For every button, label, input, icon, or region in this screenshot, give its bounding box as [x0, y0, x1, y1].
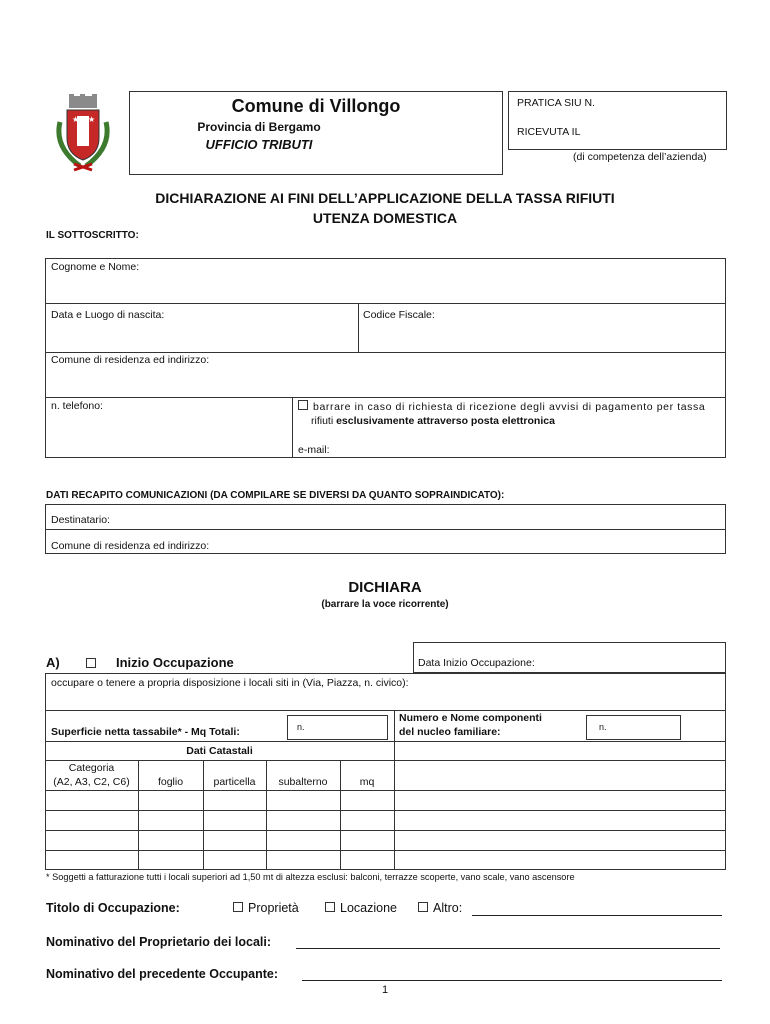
- data-luogo-nascita-field[interactable]: Data e Luogo di nascita:: [51, 309, 165, 321]
- email-option-text: barrare in caso di richiesta di ricezione degli avvisi di pagamento per tassa: [313, 401, 706, 413]
- dichiara-title: DICHIARA: [348, 579, 422, 596]
- page-number: 1: [381, 984, 389, 996]
- cognome-nome-field[interactable]: Cognome e Nome:: [51, 261, 140, 273]
- inizio-occupazione-label: Inizio Occupazione: [116, 655, 234, 670]
- section-a-letter: A): [46, 655, 60, 670]
- componenti-label-2: del nucleo familiare:: [399, 726, 501, 738]
- altro-checkbox[interactable]: [418, 902, 428, 912]
- col-particella: particella: [213, 776, 256, 788]
- precedente-occupante-label: Nominativo del precedente Occupante:: [46, 967, 278, 981]
- codice-fiscale-field[interactable]: Codice Fiscale:: [363, 309, 435, 321]
- svg-text:★: ★: [88, 115, 96, 124]
- superficie-label: Superficie netta tassabile* - Mq Totali:: [51, 726, 240, 738]
- recapito-heading: DATI RECAPITO COMUNICAZIONI (DA COMPILARE SE DIVERSI DA QUANTO SOPRAINDICATO):: [46, 490, 505, 501]
- telefono-field[interactable]: n. telefono:: [51, 400, 103, 412]
- svg-text:★: ★: [72, 115, 80, 124]
- col-foglio: foglio: [157, 776, 184, 788]
- locazione-checkbox[interactable]: [325, 902, 335, 912]
- competenza-note: (di competenza dell’azienda): [573, 151, 707, 163]
- recapito-residenza-field[interactable]: Comune di residenza ed indirizzo:: [51, 540, 210, 552]
- email-option-line2: [311, 415, 555, 427]
- proprietario-label: Nominativo del Proprietario dei locali:: [46, 935, 272, 949]
- municipality-name: Comune di Villongo: [231, 96, 401, 116]
- email-field[interactable]: e-mail:: [298, 444, 330, 456]
- componenti-label-1: Numero e Nome componenti: [399, 712, 542, 724]
- inizio-occupazione-checkbox[interactable]: [86, 658, 96, 668]
- option-proprieta[interactable]: Proprietà: [233, 901, 299, 915]
- office-name: UFFICIO TRIBUTI: [205, 137, 313, 152]
- indirizzo-locali-field[interactable]: occupare o tenere a propria disposizione i locali siti in (Via, Piazza, n. civico):: [51, 677, 409, 689]
- col-subalterno: subalterno: [278, 776, 328, 788]
- email-option-checkbox[interactable]: [298, 400, 308, 410]
- province-name: Provincia di Bergamo: [197, 120, 321, 134]
- componenti-n: n.: [599, 722, 607, 732]
- residenza-field[interactable]: Comune di residenza ed indirizzo:: [51, 354, 210, 366]
- data-inizio-field[interactable]: Data Inizio Occupazione:: [418, 657, 535, 669]
- pratica-label: PRATICA SIU N.: [517, 97, 595, 109]
- footnote: * Soggetti a fatturazione tutti i locali superiori ad 1,50 mt di altezza esclusi: balconi, terrazze scoperte, vano scale, vano ascensore: [46, 872, 575, 882]
- sottoscritto-label: IL SOTTOSCRITTO:: [46, 230, 139, 241]
- email-option-bold: esclusivamente attraverso posta elettronica: [336, 415, 555, 427]
- superficie-n: n.: [297, 722, 305, 732]
- dichiara-subtitle: (barrare la voce ricorrente): [321, 599, 449, 610]
- proprieta-checkbox[interactable]: [233, 902, 243, 912]
- precedente-occupante-input-line[interactable]: [302, 980, 722, 981]
- titolo-occupazione-label: Titolo di Occupazione:: [46, 901, 180, 915]
- document-title-line1: DICHIARAZIONE AI FINI DELL’APPLICAZIONE DELLA TASSA RIFIUTI: [155, 190, 615, 206]
- occupazione-table: [45, 673, 726, 870]
- altro-input-line[interactable]: [472, 915, 722, 916]
- dati-catastali-title: Dati Catastali: [186, 745, 253, 757]
- destinatario-field[interactable]: Destinatario:: [51, 514, 110, 526]
- email-option[interactable]: [298, 400, 705, 413]
- col-mq: mq: [359, 776, 375, 788]
- col-categoria: Categoria: [68, 762, 115, 774]
- option-locazione[interactable]: Locazione: [325, 901, 397, 915]
- document-title-line2: UTENZA DOMESTICA: [312, 210, 458, 226]
- option-altro[interactable]: Altro:: [418, 901, 462, 915]
- email-option-text2: rifiuti: [311, 415, 334, 427]
- ricevuta-label: RICEVUTA IL: [517, 126, 581, 138]
- col-categoria-types: (A2, A3, C2, C6): [53, 776, 130, 788]
- proprietario-input-line[interactable]: [296, 948, 720, 949]
- coat-of-arms-logo: [50, 92, 116, 172]
